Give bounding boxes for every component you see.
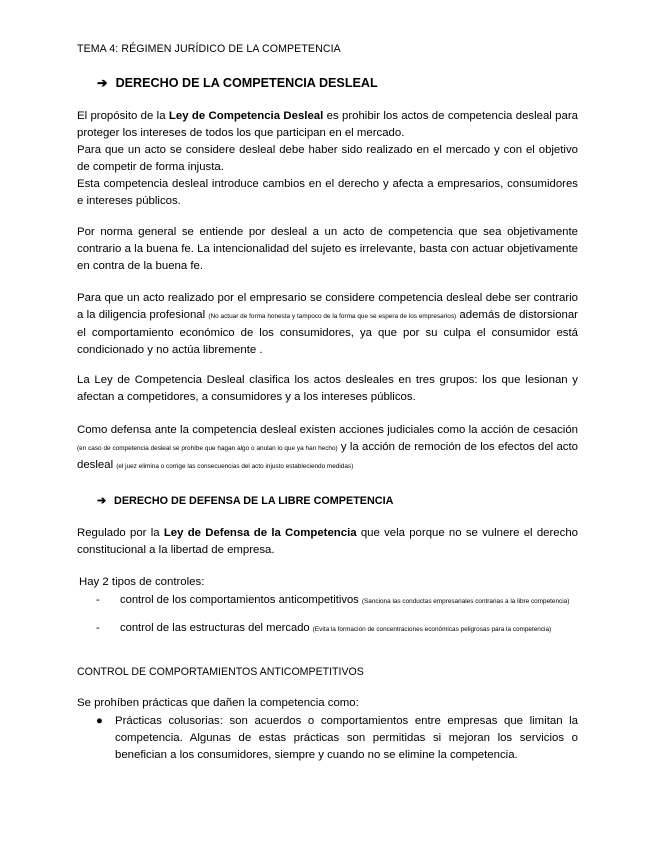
arrow-icon: ➔	[97, 495, 107, 507]
text: Regulado por la	[77, 527, 160, 539]
text: Como defensa ante la competencia desleal existen acciones judiciales como la acción de cesación	[77, 424, 578, 436]
section-title: DERECHO DE DEFENSA DE LA LIBRE COMPETENCIA	[114, 495, 394, 507]
small-note: (en caso de competencia desleal se prohíbe que hagan algo o anulan lo que ya han hecho)	[77, 445, 338, 452]
paragraph-tipos-controles: Hay 2 tipos de controles:	[79, 576, 205, 588]
small-note: (Sanciona las conductas empresariales contrarias a la libre competencia)	[361, 598, 570, 605]
list-item	[96, 713, 578, 764]
dash-marker: -	[96, 594, 100, 606]
paragraph-prohiben: Se prohíben prácticas que dañen la competencia como:	[77, 697, 359, 709]
bullet-marker: ●	[96, 715, 103, 727]
document-header: TEMA 4: RÉGIMEN JURÍDICO DE LA COMPETENCIA	[77, 43, 341, 55]
paragraph-cambios: Esta competencia desleal introduce cambios en el derecho y afecta a empresarios, consumidores e intereses públicos.	[77, 178, 578, 207]
arrow-icon: ➔	[97, 76, 108, 90]
subheading-control: CONTROL DE COMPORTAMIENTOS ANTICOMPETITIVOS	[77, 666, 364, 678]
text: y la acción de remoción de los efectos del acto desleal	[77, 441, 579, 471]
section-heading-competencia-desleal	[97, 75, 378, 90]
text: control de las estructuras del mercado	[120, 622, 310, 634]
list-item	[96, 621, 578, 637]
text: es prohibir los actos de competencia desleal para proteger los intereses de todos los que participan en el mercado.	[77, 110, 578, 139]
paragraph-buena-fe: Por norma general se entiende por desleal a un acto de competencia que sea objetivamente contrario a la buena fe. La intencionalidad del sujeto es irrelevante, basta con actuar objetivamente en contra de la buena fe.	[77, 226, 578, 272]
paragraph-diligencia	[77, 290, 578, 359]
section-title: DERECHO DE LA COMPETENCIA DESLEAL	[115, 76, 378, 90]
bold-text: Ley de Competencia Desleal	[168, 110, 324, 122]
text: además de distorsionar el comportamiento económico de los consumidores, ya que por su culpa el consumidor está condicionado y no actúa libremente .	[77, 309, 578, 356]
dash-marker: -	[96, 622, 100, 634]
paragraph-defensa	[77, 422, 578, 475]
text: Para que un acto realizado por el empresario se considere competencia desleal debe ser contrario a la diligencia profesional	[77, 292, 578, 321]
paragraph-proposito	[77, 108, 578, 142]
small-note: (No actuar de forma honesta y tampoco de la forma que se espera de los empresarios)	[208, 313, 457, 320]
list-item	[96, 593, 578, 609]
paragraph-clasificacion: La Ley de Competencia Desleal clasifica los actos desleales en tres grupos: los que lesionan y afectan a competidores, a consumidores y a los intereses públicos.	[77, 374, 578, 403]
section-heading-libre-competencia	[97, 494, 393, 507]
small-note: (el juez elimina o corrige las consecuencias del acto injusto estableciendo medidas)	[116, 463, 354, 470]
text: que vela porque no se vulnere el derecho constitucional a la libertad de empresa.	[77, 527, 578, 556]
paragraph-regulado	[77, 525, 578, 559]
small-note: (Evita la formación de concentraciones económicas peligrosas para la competencia)	[312, 626, 552, 633]
text: Prácticas colusorias: son acuerdos o comportamientos entre empresas que limitan la competencia. Algunas de estas prácticas son permitidas si mejoran los servicios o benefician a los consumidores, siempre y cuando no se elimine la competencia.	[115, 715, 578, 761]
bold-text: Ley de Defensa de la Competencia	[163, 527, 357, 539]
paragraph-acto-desleal: Para que un acto se considere desleal debe haber sido realizado en el mercado y con el objetivo de competir de forma injusta.	[77, 144, 578, 173]
text: control de los comportamientos anticompetitivos	[120, 594, 359, 606]
text: El propósito de la	[77, 110, 166, 122]
